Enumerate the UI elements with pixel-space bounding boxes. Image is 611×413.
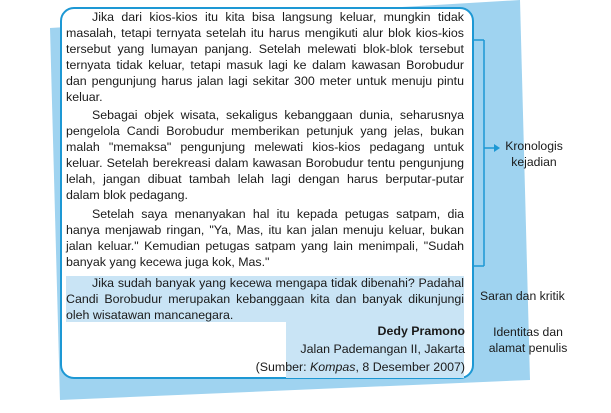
- paragraph-2: Sebagai objek wisata, sekaligus kebanggaan dunia, seharusnya pengelola Candi Borobudur memberikan petunjuk yang jelas, bukan malah "memaksa" pengunjung melewati kios-kios pedagang untuk keluar. Setelah berekreasi dalam kawasan Borobudur tentu pengunjung lelah, jangan dibuat tambah lelah lagi dengan harus berputar-putar dalam blok pedagang.: [66, 108, 464, 202]
- annotation-identitas: Identitas dan alamat penulis: [488, 325, 568, 355]
- signer-address: Jalan Pademangan II, Jakarta: [300, 342, 465, 356]
- source-prefix: (Sumber:: [255, 360, 311, 374]
- source-date: , 8 Desember 2007): [355, 360, 465, 374]
- paragraph-1: Jika dari kios-kios itu kita bisa langsung keluar, mungkin tidak masalah, tetapi ternyata setelah itu harus mengikuti alur blok kios-kios tersebut yang lumayan panjang. Setelah melewati blok-blok tersebut ternyata tidak keluar, tetapi masuk lagi ke dalam kawasan Borobudur dan pengunjung harus jalan lagi sekitar 300 meter untuk menuju pintu keluar.: [66, 10, 464, 104]
- question-text: Jika sudah banyak yang kecewa mengapa tidak dibenahi? Padahal Candi Borobudur merupakan kebanggaan kita dan banyak dikunjungi oleh wisatawan mancanegara.: [66, 276, 464, 322]
- annotation-kronologi: Kronologis kejadian: [505, 139, 563, 169]
- annotation-saran: Saran dan kritik: [480, 289, 565, 303]
- signer-name: Dedy Pramono: [377, 324, 465, 338]
- paragraph-3: Setelah saya menanyakan hal itu kepada petugas satpam, dia hanya menjawab ringan, "Ya, Mas, itu kan jalan menuju keluar, bukan jalan keluar." Kemudian petugas satpam yang lain menimpali, "Sudah banyak yang kecewa juga kok, Mas.": [66, 206, 464, 269]
- source-publication: Kompas: [310, 360, 356, 374]
